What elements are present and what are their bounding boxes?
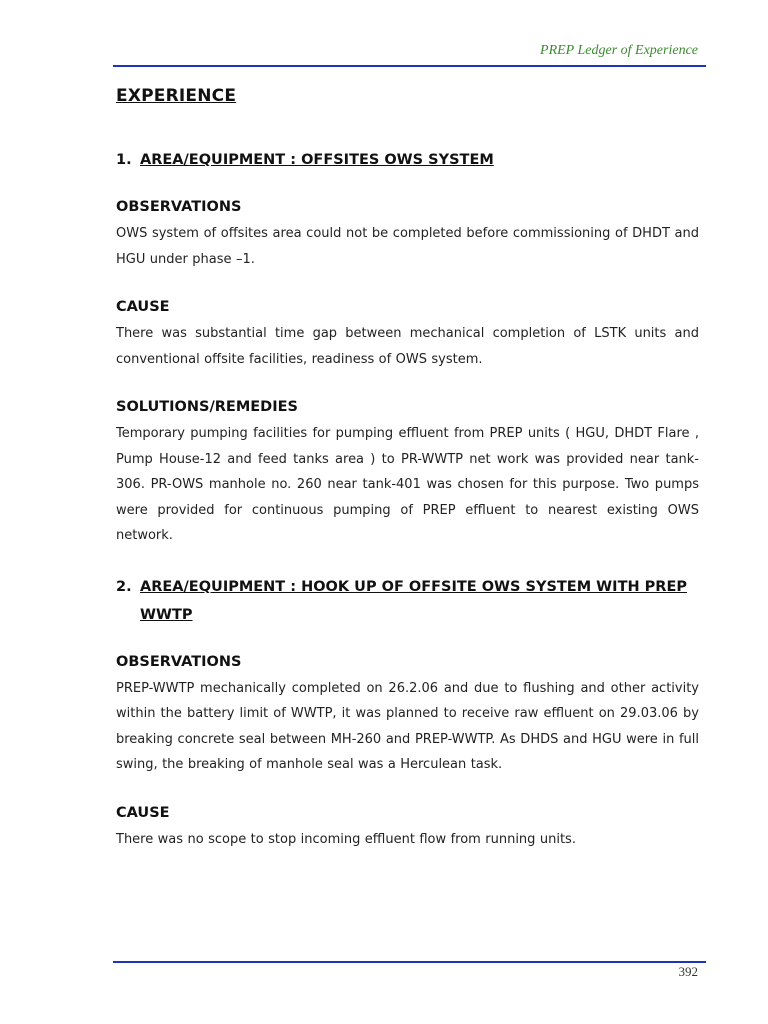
section-1-observations-text: OWS system of offsites area could not be completed before commissioning of DHDT and HGU under phase –1. [116,226,699,267]
section-2-number: 2. [116,578,132,595]
header-rule [113,65,706,67]
section-1-heading [116,146,699,174]
section-2-heading-text: AREA/EQUIPMENT : HOOK UP OF OFFSITE OWS SYSTEM WITH PREP WWTP [140,578,687,623]
section-2-observations-heading: OBSERVATIONS [116,653,242,670]
section-1-cause-text: There was substantial time gap between mechanical completion of LSTK units and conventional offsite facilities, readiness of OWS system. [116,326,699,367]
document-title: EXPERIENCE [116,86,237,106]
section-2 [116,573,699,853]
section-2-observations-text: PREP-WWTP mechanically completed on 26.2.06 and due to flushing and other activity within the battery limit of WWTP, it was planned to receive raw effluent on 29.03.06 by breaking concrete seal between MH-260 and PREP-WWTP. As DHDS and HGU were in full swing, the breaking of manhole seal was a Herculean task. [116,680,699,772]
section-1-number: 1. [116,152,132,168]
section-1-heading-text: AREA/EQUIPMENT : OFFSITES OWS SYSTEM [140,152,494,168]
section-1-solutions-heading: SOLUTIONS/REMEDIES [116,399,298,415]
page-number: 392 [678,964,698,979]
section-2-cause-text: There was no scope to stop incoming effluent flow from running units. [116,831,576,847]
section-1-cause-heading: CAUSE [116,299,170,315]
section-1-solutions-text: Temporary pumping facilities for pumping effluent from PREP units ( HGU, DHDT Flare , Pump House-12 and feed tanks area ) to PR-WWTP net work was provided near tank-306. PR-OWS manhole no. 260 near tank-401 was chosen for this purpose. Two pumps were provided for continuous pumping of PREP effluent to nearest existing OWS network. [116,426,699,543]
running-header-title: PREP Ledger of Experience [540,43,698,58]
section-2-heading [116,573,699,629]
section-2-cause-heading: CAUSE [116,804,170,821]
section-1-observations-heading: OBSERVATIONS [116,199,242,215]
page-content [116,86,699,876]
footer-rule [113,961,706,963]
section-1 [116,146,699,549]
